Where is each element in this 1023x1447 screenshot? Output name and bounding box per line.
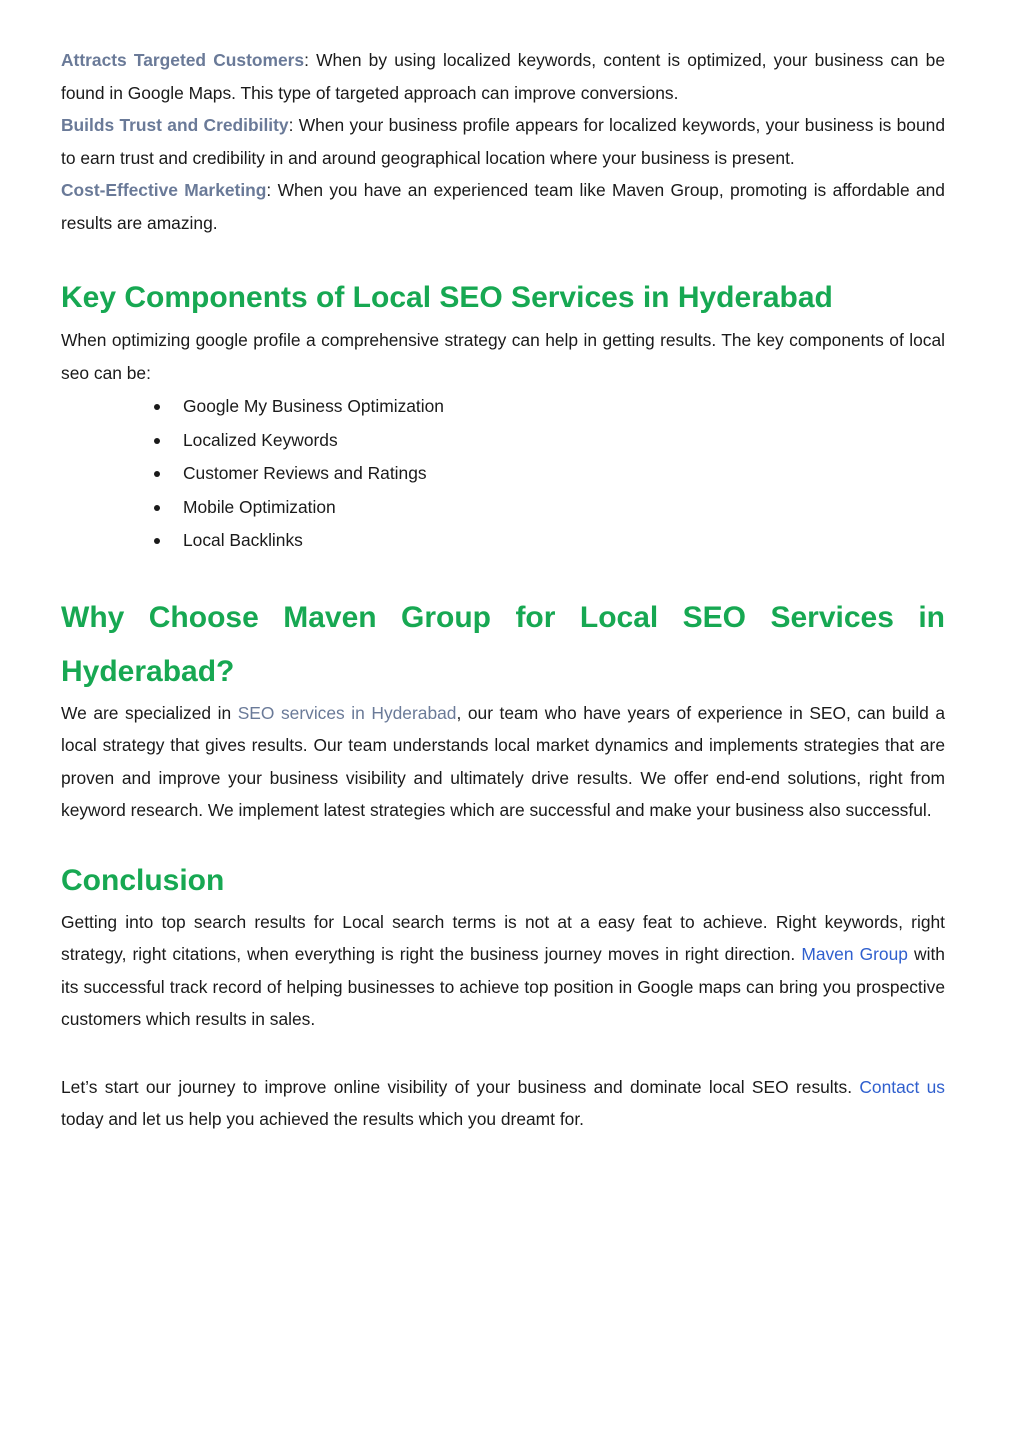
conclusion-text-end: with its successful track record of helping businesses to achieve top position in Google maps can bring you prospective customers which results in sales. xyxy=(61,944,945,1029)
key-components-intro: When optimizing google profile a comprehensive strategy can help in getting results. The key components of local seo can be: xyxy=(61,330,945,383)
list-item xyxy=(183,491,945,525)
conclusion-paragraph xyxy=(61,906,945,1036)
why-choose-heading: Why Choose Maven Group for Local SEO Services in Hyderabad? xyxy=(61,600,945,688)
why-choose-paragraph xyxy=(61,697,945,827)
benefit-attracts-paragraph xyxy=(61,44,945,109)
benefit-attracts-label: Attracts Targeted Customers xyxy=(61,50,305,70)
benefit-cost-label: Cost-Effective Marketing xyxy=(61,180,267,200)
key-components-list xyxy=(61,390,945,558)
conclusion-text-start: Getting into top search results for Local search terms is not at a easy feat to achieve. Right keywords, right strategy, right citations, when everything is right the business journey moves in right direction. xyxy=(61,911,945,964)
closing-text-end: today and let us help you achieved the results which you dreamt for. xyxy=(61,1109,584,1129)
benefit-cost-paragraph xyxy=(61,174,945,239)
list-item-text: Local Backlinks xyxy=(183,530,303,550)
list-item xyxy=(183,524,945,558)
list-item xyxy=(183,390,945,424)
key-components-heading: Key Components of Local SEO Services in Hyderabad xyxy=(61,281,833,314)
benefit-attracts-text: : When by using localized keywords, content is optimized, your business can be found in Google Maps. This type of targeted approach can improve conversions. xyxy=(61,50,945,103)
why-choose-text-end: , our team who have years of experience in SEO, can build a local strategy that gives results. Our team understands local market dynamics and implements strategies that are proven and improve your business visibility and ultimately drive results. We offer end-end solutions, right from keyword research. We implement latest strategies which are successful and make your business also successful. xyxy=(61,702,945,820)
maven-group-link[interactable]: Maven Group xyxy=(801,944,908,964)
why-choose-text-start: We are specialized in xyxy=(61,702,238,723)
benefit-trust-text: : When your business profile appears for localized keywords, your business is bound to earn trust and credibility in and around geographical location where your business is present. xyxy=(61,115,945,168)
seo-services-link[interactable]: SEO services in Hyderabad xyxy=(237,702,457,723)
bullet-icon xyxy=(154,471,160,477)
list-item-text: Google My Business Optimization xyxy=(183,396,444,416)
bullet-icon xyxy=(154,538,160,544)
conclusion-heading: Conclusion xyxy=(61,863,225,897)
benefit-trust-paragraph xyxy=(61,109,945,174)
benefit-trust-label: Builds Trust and Credibility xyxy=(61,115,289,135)
list-item-text: Customer Reviews and Ratings xyxy=(183,463,427,483)
paragraph-spacer xyxy=(61,1036,945,1071)
list-item xyxy=(183,424,945,458)
bullet-icon xyxy=(154,505,160,511)
closing-paragraph xyxy=(61,1071,945,1136)
benefit-cost-text: : When you have an experienced team like Maven Group, promoting is affordable and results are amazing. xyxy=(61,180,945,233)
bullet-icon xyxy=(154,404,160,410)
list-item-text: Mobile Optimization xyxy=(183,496,336,517)
bullet-icon xyxy=(154,438,160,444)
contact-us-link[interactable]: Contact us xyxy=(859,1076,945,1097)
list-item xyxy=(183,457,945,491)
closing-text-start: Let’s start our journey to improve online visibility of your business and dominate local SEO results. xyxy=(61,1076,860,1097)
list-item-text: Localized Keywords xyxy=(183,429,338,450)
